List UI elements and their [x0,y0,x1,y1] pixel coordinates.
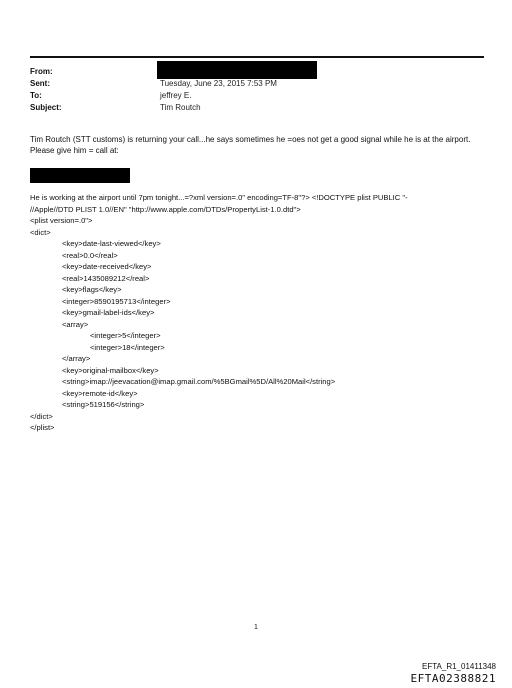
to-label: To: [30,91,42,100]
code-line: </dict> [30,411,53,421]
from-label: From: [30,67,53,76]
page-number: 1 [254,624,258,631]
body-paragraph-2-line-2: //Apple//DTD PLIST 1.0//EN" "http://www.apple.com/DTDs/PropertyList-1.0.dtd"> [30,204,301,214]
code-line: <array> [62,319,89,329]
code-line: <string>519156</string> [62,400,145,409]
code-line: <real>0.0</real> [62,250,118,260]
email-body [30,134,486,156]
code-line: <dict> [30,227,51,237]
code-line: <key>date-received</key> [62,262,152,271]
redaction-phone [30,168,130,183]
subject-label: Subject: [30,103,62,112]
body-paragraph-2-line-1: He is working at the airport until 7pm tonight...=?xml version=.0" encoding=TF-8"?> <!DOCTYPE plist PUBLIC "- [30,193,408,202]
code-line: <key>remote-id</key> [62,388,138,398]
redaction-from [157,61,317,79]
subject-value: Tim Routch [160,103,201,112]
plist-code [30,192,408,434]
to-row [30,90,277,102]
code-line: <real>1435089212</real> [62,273,150,283]
code-line: <integer>8590195713</integer> [62,296,171,306]
code-line: <key>date-last-viewed</key> [62,239,161,248]
code-line: </plist> [30,423,55,432]
sent-row [30,78,277,90]
to-value: jeffrey E. [160,91,192,100]
code-lines [30,215,408,434]
subject-row [30,102,277,114]
code-line: <key>gmail-label-ids</key> [62,308,155,317]
code-line: <string>imap://jeevacation@imap.gmail.com/%5BGmail%5D/All%20Mail</string> [62,377,336,386]
code-line: <key>original-mailbox</key> [62,365,159,375]
code-line: </array> [62,354,91,363]
sent-label: Sent: [30,79,50,88]
efta-id-large: EFTA02388821 [410,672,496,685]
code-line: <plist version=.0"> [30,216,93,225]
efta-id-small: EFTA_R1_01411348 [422,662,496,671]
code-line: <integer>5</integer> [90,331,161,340]
code-line: <key>flags</key> [62,285,122,294]
code-line: <integer>18</integer> [90,342,165,352]
header-rule [30,56,484,58]
sent-value: Tuesday, June 23, 2015 7:53 PM [160,79,277,88]
body-paragraph-1: Tim Routch (STT customs) is returning your call...he says sometimes he =oes not get a good signal while he is at the airport. Please give him = call at: [30,135,471,155]
